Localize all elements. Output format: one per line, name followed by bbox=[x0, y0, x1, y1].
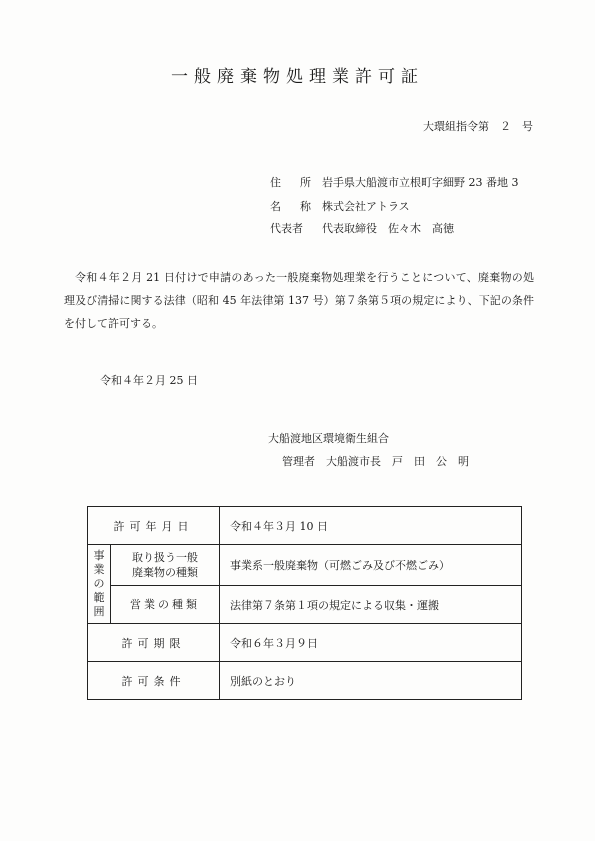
waste-type-label bbox=[111, 545, 220, 586]
table-row bbox=[88, 507, 522, 545]
waste-type-label-line2: 廃棄物の種類 bbox=[132, 566, 198, 579]
waste-type-label-line1: 取り扱う一般 bbox=[132, 551, 198, 564]
representative-value: 代表取締役 佐々木 高徳 bbox=[322, 222, 454, 235]
table-row bbox=[88, 586, 522, 624]
document-title: 一般廃棄物処理業許可証 bbox=[171, 67, 424, 87]
permit-period-value: 令和６年３月９日 bbox=[220, 624, 522, 662]
business-type-value: 法律第７条第１項の規定による収集・運搬 bbox=[220, 586, 522, 624]
waste-type-value: 事業系一般廃棄物（可燃ごみ及び不燃ごみ） bbox=[220, 545, 522, 586]
table-row bbox=[88, 624, 522, 662]
permit-conditions-value: 別紙のとおり bbox=[220, 662, 522, 700]
issue-date: 令和４年２月 25 日 bbox=[100, 374, 198, 387]
table-row bbox=[88, 662, 522, 700]
permit-date-label: 許可年月日 bbox=[88, 507, 220, 545]
table-row bbox=[88, 545, 522, 586]
company-name-value: 株式会社アトラス bbox=[322, 200, 410, 213]
permit-date-value: 令和４年３月 10 日 bbox=[220, 507, 522, 545]
permit-details-table bbox=[87, 506, 522, 700]
issuer-organization: 大船渡地区環境衛生組合 bbox=[268, 432, 389, 445]
issuer-manager: 管理者 大船渡市長 戸 田 公 明 bbox=[282, 455, 469, 468]
permit-body-text: 令和４年２月 21 日付けで申請のあった一般廃棄物処理業を行うことについて、廃棄物の処理及び清掃に関する法律（昭和 45 年法律第 137 号）第７条第５項の規定により、下記の条件を付して許可する。 bbox=[64, 271, 534, 330]
representative-label: 代表者 bbox=[270, 222, 303, 235]
permit-conditions-label: 許可条件 bbox=[88, 662, 220, 700]
permit-period-label: 許可期限 bbox=[88, 624, 220, 662]
business-scope-label-text: 事業の範囲 bbox=[93, 549, 105, 618]
business-scope-label bbox=[88, 545, 111, 624]
company-name-label: 名 称 bbox=[270, 200, 315, 213]
business-type-label: 営業の種類 bbox=[111, 586, 220, 624]
address-value: 岩手県大船渡市立根町字細野 23 番地 3 bbox=[322, 176, 519, 189]
address-label: 住 所 bbox=[270, 176, 315, 189]
reference-number: 大環組指令第 ２ 号 bbox=[423, 120, 533, 133]
